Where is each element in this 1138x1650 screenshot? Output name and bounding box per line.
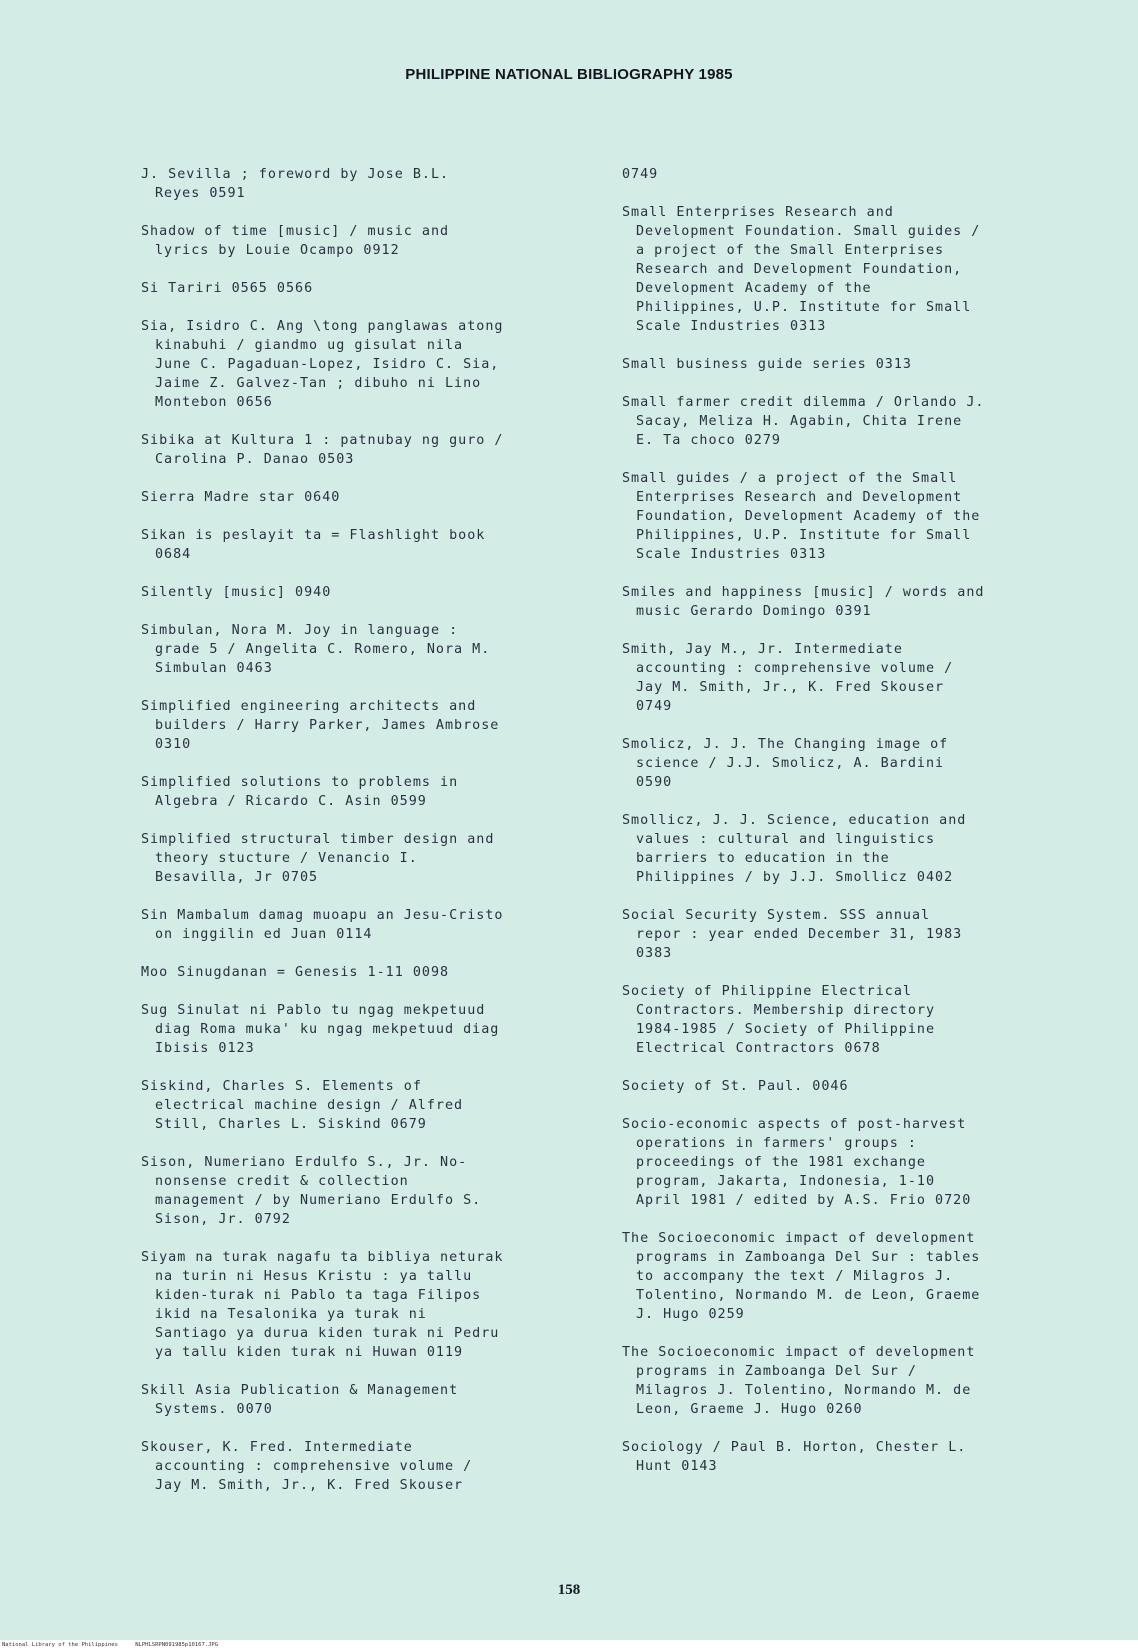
entry-text: Sierra Madre star 0640	[141, 490, 341, 505]
right-column	[622, 165, 1092, 1495]
bibliography-entry	[141, 1153, 581, 1229]
entry-text: The Socioeconomic impact of development programs in Zamboanga Del Sur / Milagros J. Tolentino, Normando M. de Leon, Graeme J. Hugo 0260	[622, 1345, 976, 1417]
footer-file: NLPHLSRPN091985p10167.JPG	[135, 1642, 219, 1648]
bibliography-entry	[622, 203, 1092, 336]
bibliography-entry	[141, 906, 581, 944]
entry-text: Socio-economic aspects of post-harvest operations in farmers' groups : proceedings of the 1981 exchange program, Jakarta, Indonesia, 1-10 April 1981 / edited by A.S. Frio 0720	[622, 1117, 972, 1208]
bibliography-entry	[141, 279, 581, 298]
bibliography-entry	[141, 526, 581, 564]
entry-text: Silently [music] 0940	[141, 585, 332, 600]
bibliography-entry	[622, 1438, 1092, 1476]
bibliography-entry	[141, 1077, 581, 1134]
footer-library: National Library of the Philippines	[2, 1642, 118, 1648]
scan-footer	[0, 1640, 1138, 1650]
bibliography-entry	[622, 393, 1092, 450]
entry-text: Simplified structural timber design and theory stucture / Venancio I. Besavilla, Jr 0705	[141, 832, 495, 885]
bibliography-entry	[141, 1381, 581, 1419]
bibliography-entry	[622, 583, 1092, 621]
entry-text: Sug Sinulat ni Pablo tu ngag mekpetuud diag Roma muka' ku ngag mekpetuud diag Ibisis 0123	[141, 1003, 500, 1056]
entry-text: Sikan is peslayit ta = Flashlight book 0684	[141, 528, 486, 562]
entry-text: Small guides / a project of the Small Enterprises Research and Development Foundation, Development Academy of the Philippines, U.P. Institute for Small Scale Industries 0313	[622, 471, 981, 562]
entry-text: Skill Asia Publication & Management Systems. 0070	[141, 1383, 459, 1417]
bibliography-entry	[141, 583, 581, 602]
entry-text: Sia, Isidro C. Ang \tong panglawas atong kinabuhi / giandmo ug gisulat nila June C. Pagaduan-Lopez, Isidro C. Sia, Jaime Z. Galvez-Tan ; dibuho ni Lino Montebon 0656	[141, 319, 504, 410]
bibliography-entry	[622, 735, 1092, 792]
bibliography-entry	[141, 431, 581, 469]
entry-text: Siyam na turak nagafu ta bibliya neturak na turin ni Hesus Kristu : ya tallu kiden-turak ni Pablo ta taga Filipos ikid na Tesalonika ya turak ni Santiago ya durua kiden turak ni Pedru ya tallu kiden turak ni Huwan 0119	[141, 1250, 504, 1360]
bibliography-entry	[141, 488, 581, 507]
entry-text: Small business guide series 0313	[622, 357, 912, 372]
page-number: 158	[557, 1582, 581, 1598]
bibliography-entry	[622, 165, 1092, 184]
bibliography-entry	[141, 1438, 581, 1495]
entry-text: Simplified engineering architects and builders / Harry Parker, James Ambrose 0310	[141, 699, 500, 752]
bibliography-entry	[141, 1001, 581, 1058]
bibliography-entry	[622, 1077, 1092, 1096]
entry-text: J. Sevilla ; foreword by Jose B.L. Reyes 0591	[141, 167, 450, 201]
bibliography-entry	[622, 1115, 1092, 1210]
entry-text: Sison, Numeriano Erdulfo S., Jr. No- nonsense credit & collection management / by Numeriano Erdulfo S. Sison, Jr. 0792	[141, 1155, 482, 1227]
bibliography-entry	[622, 640, 1092, 716]
entry-text: Si Tariri 0565 0566	[141, 281, 314, 296]
bibliography-entry	[622, 1343, 1092, 1419]
entry-text: Sociology / Paul B. Horton, Chester L. Hunt 0143	[622, 1440, 967, 1474]
entry-text: Society of St. Paul. 0046	[622, 1079, 849, 1094]
bibliography-entry	[141, 773, 581, 811]
bibliography-entry	[141, 165, 581, 203]
entry-text: Sin Mambalum damag muoapu an Jesu-Cristo on inggilin ed Juan 0114	[141, 908, 504, 942]
entry-text: 0749	[622, 167, 659, 182]
left-column	[141, 165, 581, 1514]
entry-text: Siskind, Charles S. Elements of electrical machine design / Alfred Still, Charles L. Siskind 0679	[141, 1079, 464, 1132]
entry-text: Small Enterprises Research and Development Foundation. Small guides / a project of the Small Enterprises Research and Development Foundation, Development Academy of the Philippines, U.P. Institute for Small Scale Industries 0313	[622, 205, 981, 334]
page-header: PHILIPPINE NATIONAL BIBLIOGRAPHY 1985	[405, 66, 733, 83]
entry-text: Smiles and happiness [music] / words and music Gerardo Domingo 0391	[622, 585, 985, 619]
bibliography-entry	[141, 621, 581, 678]
entry-text: Simbulan, Nora M. Joy in language : grade 5 / Angelita C. Romero, Nora M. Simbulan 0463	[141, 623, 491, 676]
entry-text: Society of Philippine Electrical Contractors. Membership directory 1984-1985 / Society of Philippine Electrical Contractors 0678	[622, 984, 936, 1056]
entry-text: Smollicz, J. J. Science, education and values : cultural and linguistics barriers to education in the Philippines / by J.J. Smollicz 0402	[622, 813, 967, 885]
entry-text: Social Security System. SSS annual repor : year ended December 31, 1983 0383	[622, 908, 963, 961]
bibliography-entry	[141, 1248, 581, 1362]
bibliography-entry	[622, 811, 1092, 887]
entry-text: Small farmer credit dilemma / Orlando J. Sacay, Meliza H. Agabin, Chita Irene E. Ta choco 0279	[622, 395, 985, 448]
bibliography-entry	[622, 469, 1092, 564]
bibliography-entry	[141, 317, 581, 412]
bibliography-entry	[622, 1229, 1092, 1324]
entry-text: Simplified solutions to problems in Algebra / Ricardo C. Asin 0599	[141, 775, 459, 809]
bibliography-entry	[141, 697, 581, 754]
entry-text: Skouser, K. Fred. Intermediate accounting : comprehensive volume / Jay M. Smith, Jr., K. Fred Skouser	[141, 1440, 473, 1493]
bibliography-entry	[141, 222, 581, 260]
bibliography-entry	[622, 982, 1092, 1058]
entry-text: The Socioeconomic impact of development programs in Zamboanga Del Sur : tables to accompany the text / Milagros J. Tolentino, Normando M. de Leon, Graeme J. Hugo 0259	[622, 1231, 981, 1322]
entry-text: Smolicz, J. J. The Changing image of science / J.J. Smolicz, A. Bardini 0590	[622, 737, 949, 790]
bibliography-entry	[622, 906, 1092, 963]
entry-text: Sibika at Kultura 1 : patnubay ng guro / Carolina P. Danao 0503	[141, 433, 504, 467]
bibliography-entry	[622, 355, 1092, 374]
entry-text: Smith, Jay M., Jr. Intermediate accounting : comprehensive volume / Jay M. Smith, Jr., K. Fred Skouser 0749	[622, 642, 954, 714]
bibliography-entry	[141, 963, 581, 982]
bibliography-entry	[141, 830, 581, 887]
entry-text: Shadow of time [music] / music and lyrics by Louie Ocampo 0912	[141, 224, 450, 258]
entry-text: Moo Sinugdanan = Genesis 1-11 0098	[141, 965, 450, 980]
